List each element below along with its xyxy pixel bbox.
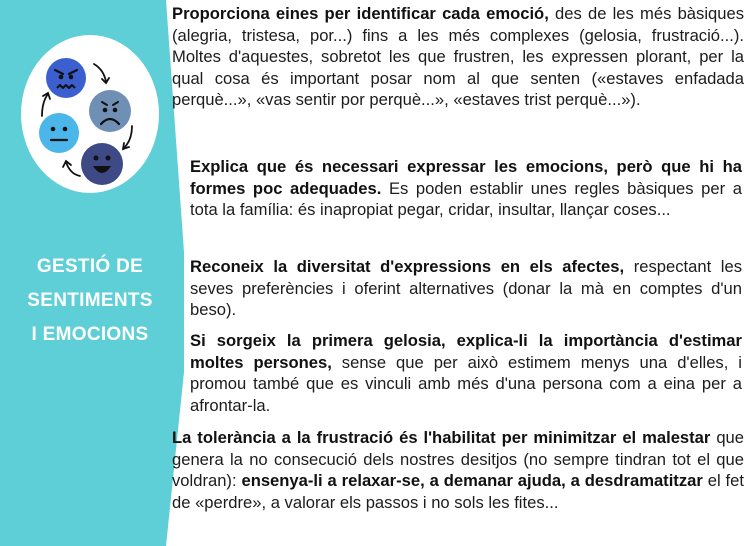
- paragraph-bold-lead: Reconeix la diversitat d'expressions en els afectes,: [190, 257, 625, 276]
- paragraph-body-end: el fet de «perdre», a valorar els passos i no sols les fites...: [172, 471, 744, 512]
- paragraph-body: respectant les seves preferències i oferint alternatives (donar la mà en comptes d'un beso).: [190, 257, 743, 320]
- emotions-cycle-icon: [20, 34, 160, 194]
- paragraph-bold-lead: Proporciona eines per identificar cada emoció,: [172, 4, 549, 23]
- paragraph-body: que genera la no consecució dels nostres desitjos (no sempre tindran tot el que voldran):: [172, 428, 745, 491]
- neutral-face-icon: [39, 113, 79, 153]
- section-title-line-1: GESTIÓ DE: [36, 256, 144, 277]
- angry-face-icon: [46, 58, 86, 98]
- paragraph-diverse-expressions: [190, 256, 742, 321]
- section-title: [14, 250, 166, 352]
- paragraph-bold-lead: Explica que és necessari expressar les emocions, però que hi ha formes poc adequades.: [190, 157, 742, 198]
- paragraph-body: Es poden establir unes regles bàsiques per a tota la família: és inapropiat pegar, cridar, insultar, llançar coses...: [190, 178, 742, 220]
- paragraph-jealousy: [190, 330, 742, 416]
- sad-face-icon: [89, 90, 131, 132]
- paragraph-bold-lead: La tolerància a la frustració és l'habilitat per minimitzar el malestar: [172, 428, 711, 447]
- section-title-line-2: SENTIMENTS: [27, 290, 153, 311]
- paragraph-identify-emotions: [172, 3, 744, 111]
- section-title-line-3: I EMOCIONS: [31, 324, 149, 345]
- paragraph-bold-lead: Si sorgeix la primera gelosia, explica-li la importància d'estimar moltes persones,: [190, 331, 742, 372]
- paragraph-express-emotions: [190, 156, 742, 221]
- paragraph-body: sense que per això estimem menys una d'elles, i promou també que es vinculi amb més d'una persona com a eina per a afrontar-la.: [190, 352, 742, 415]
- happy-face-icon: [81, 143, 123, 185]
- paragraph-frustration-tolerance: [172, 427, 744, 513]
- paragraph-body: des de les més bàsiques (alegria, tristesa, por...) fins a les més complexes (gelosia, frustració...). Moltes d'aquestes, sobretot les que frustren, les expressen plorant, per la qual cosa és important posar nom al que senten («estaves enfadada perquè...», «vas sentir por perquè...», «estaves trist perquè...»).: [172, 4, 744, 110]
- paragraph-bold-emphasis: ensenya-li a relaxar-se, a demanar ajuda, a desdramatitzar: [241, 471, 703, 491]
